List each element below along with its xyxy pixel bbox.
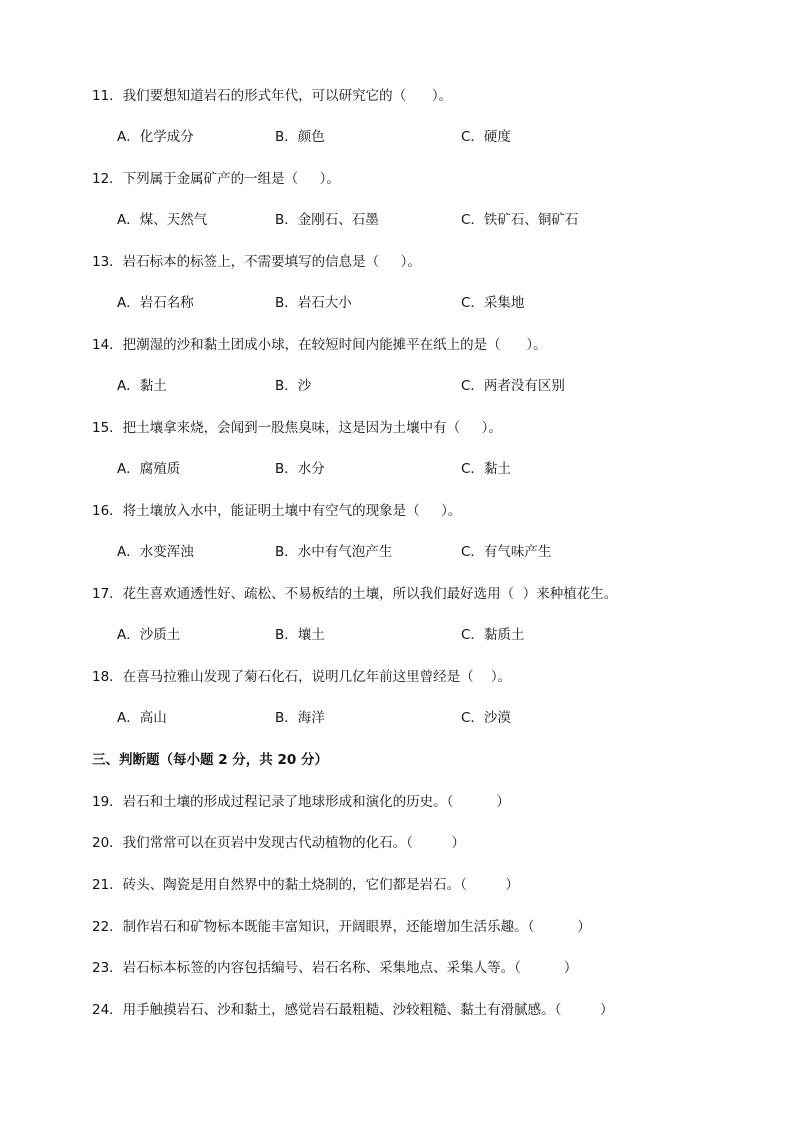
question-16-stem: 16．将土壤放入水中，能证明土壤中有空气的现象是（ ）。: [92, 503, 462, 519]
option-b: B．沙: [275, 378, 312, 394]
option-a: A．高山: [117, 710, 167, 726]
section-heading: 三、判断题（每小题 2 分，共 20 分）: [92, 752, 328, 768]
question-17-stem: 17．花生喜欢通透性好、疏松、不易板结的土壤，所以我们最好选用（ ）来种植花生。: [92, 586, 618, 602]
option-c: C．两者没有区别: [461, 378, 565, 394]
question-11-options: [117, 127, 717, 147]
option-c: C．有气味产生: [461, 544, 552, 560]
question-14-stem: 14．把潮湿的沙和黏土团成小球，在较短时间内能摊平在纸上的是（ ）。: [92, 337, 547, 353]
option-b: B．壤土: [275, 627, 325, 643]
option-c: C．铁矿石、铜矿石: [461, 212, 579, 228]
question-15-stem: 15．把土壤拿来烧，会闻到一股焦臭味，这是因为土壤中有（ ）。: [92, 420, 502, 436]
question-23: 23．岩石标本标签的内容包括编号、岩石名称、采集地点、采集人等。（ ）: [92, 960, 578, 976]
option-c: C．硬度: [461, 129, 511, 145]
option-b: B．颜色: [275, 129, 325, 145]
question-22: 22．制作岩石和矿物标本既能丰富知识，开阔眼界，还能增加生活乐趣。（ ）: [92, 919, 591, 935]
question-20: 20．我们常常可以在页岩中发现古代动植物的化石。（ ）: [92, 835, 466, 851]
question-24: 24．用手触摸岩石、沙和黏土，感觉岩石最粗糙、沙较粗糙、黏土有滑腻感。（ ）: [92, 1002, 614, 1018]
option-b: B．水分: [275, 461, 325, 477]
option-a: A．煤、天然气: [117, 212, 208, 228]
option-c: C．沙漠: [461, 710, 511, 726]
question-13-options: [117, 293, 717, 313]
option-c: C．采集地: [461, 295, 525, 311]
option-c: C．黏质土: [461, 627, 525, 643]
question-11-stem: 11．我们要想知道岩石的形式年代，可以研究它的（ ）。: [92, 88, 453, 104]
question-18-options: [117, 708, 717, 728]
option-a: A．黏土: [117, 378, 167, 394]
option-b: B．金刚石、石墨: [275, 212, 379, 228]
question-13-stem: 13．岩石标本的标签上，不需要填写的信息是（ ）。: [92, 254, 421, 270]
option-b: B．岩石大小: [275, 295, 352, 311]
question-18-stem: 18．在喜马拉雅山发现了菊石化石，说明几亿年前这里曾经是（ ）。: [92, 669, 512, 685]
option-b: B．海洋: [275, 710, 325, 726]
option-a: A．化学成分: [117, 129, 194, 145]
option-a: A．水变浑浊: [117, 544, 194, 560]
option-a: A．沙质土: [117, 627, 181, 643]
question-16-options: [117, 542, 717, 562]
question-14-options: [117, 376, 717, 396]
option-a: A．岩石名称: [117, 295, 194, 311]
question-19: 19．岩石和土壤的形成过程记录了地球形成和演化的历史。（ ）: [92, 794, 510, 810]
question-21: 21．砖头、陶瓷是用自然界中的黏土烧制的，它们都是岩石。（ ）: [92, 877, 520, 893]
option-c: C．黏土: [461, 461, 511, 477]
question-12-options: [117, 210, 717, 230]
question-17-options: [117, 625, 717, 645]
question-15-options: [117, 459, 717, 479]
option-a: A．腐殖质: [117, 461, 181, 477]
question-12-stem: 12．下列属于金属矿产的一组是（ ）。: [92, 171, 340, 187]
option-b: B．水中有气泡产生: [275, 544, 393, 560]
